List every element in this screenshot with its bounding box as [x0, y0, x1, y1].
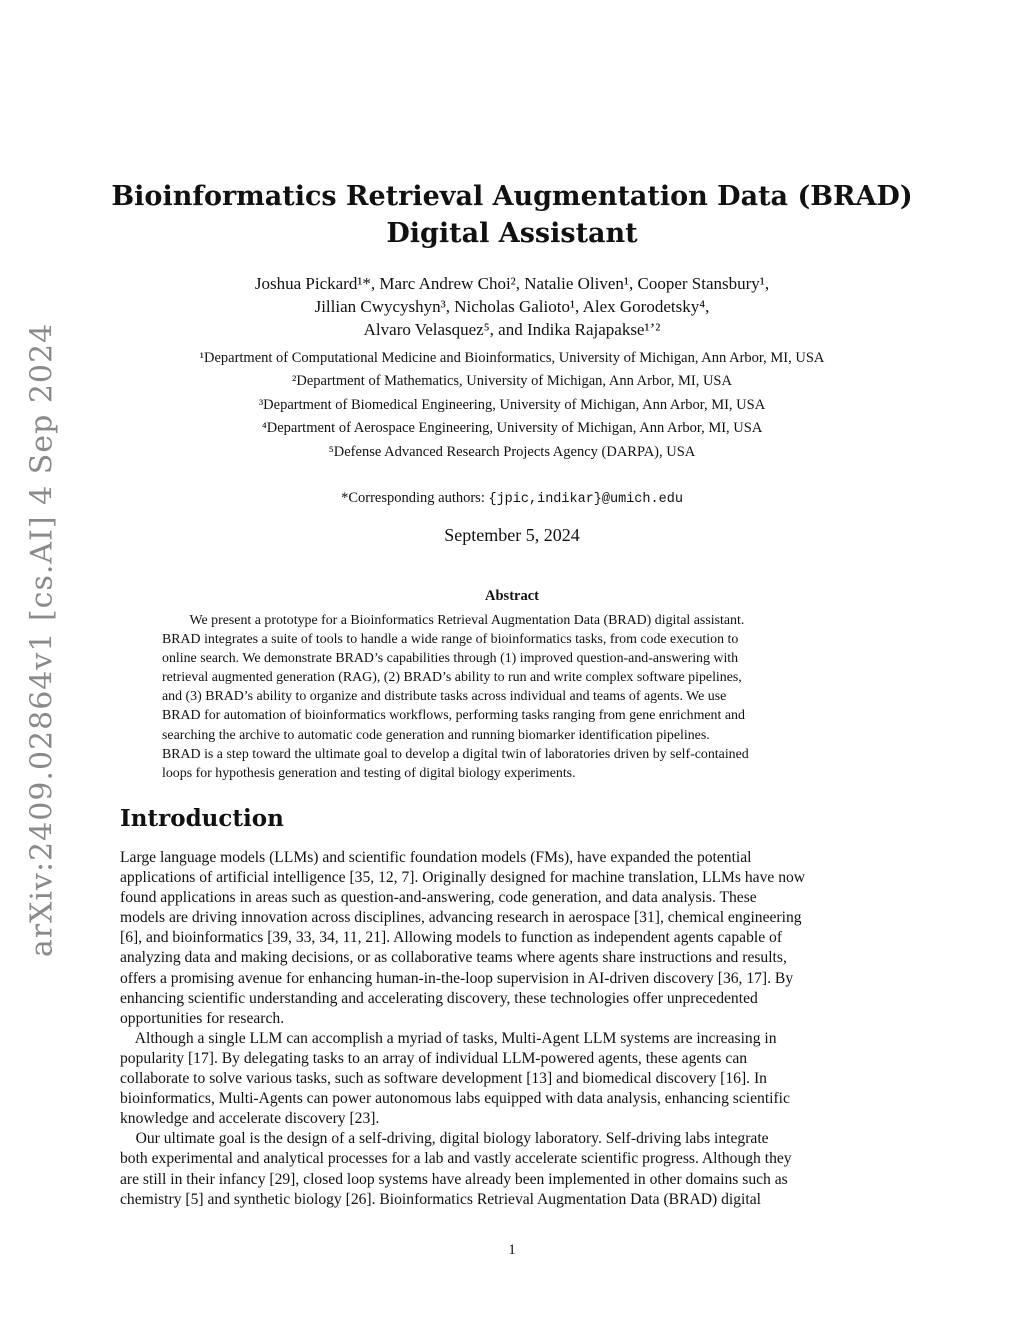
body-line: offers a promising avenue for enhancing human-in-the-loop supervision in AI-driven discovery [36, 17]. By	[120, 969, 794, 987]
body-line: both experimental and analytical processes for a lab and vastly accelerate scientific progress. Although they	[120, 1150, 792, 1168]
body-line: chemistry [5] and synthetic biology [26]. Bioinformatics Retrieval Augmentation Data (BRAD) digital	[120, 1190, 761, 1208]
arxiv-identifier: arXiv:2409.02864v1 [cs.AI] 4 Sep 2024	[24, 322, 60, 958]
paper-title	[100, 178, 924, 252]
abstract-line: BRAD integrates a suite of tools to handle a wide range of bioinformatics tasks, from code execution to	[162, 632, 739, 648]
affiliation: ³Department of Biomedical Engineering, University of Michigan, Ann Arbor, MI, USA	[258, 396, 766, 413]
abstract-line: We present a prototype for a Bioinformatics Retrieval Augmentation Data (BRAD) digital assistant.	[162, 613, 745, 628]
body-line: popularity [17]. By delegating tasks to an array of individual LLM-powered agents, these agents can	[120, 1049, 748, 1067]
body-line: Although a single LLM can accomplish a myriad of tasks, Multi-Agent LLM systems are increasing in	[120, 1029, 777, 1047]
corresponding-label: *Corresponding authors:	[341, 490, 489, 506]
affiliation: ⁴Department of Aerospace Engineering, University of Michigan, Ann Arbor, MI, USA	[261, 420, 763, 437]
title-line: Bioinformatics Retrieval Augmentation Data (BRAD)	[111, 181, 913, 212]
author-line: Jillian Cwycyshyn³, Nicholas Galioto¹, Alex Gorodetsky⁴,	[314, 297, 710, 316]
corresponding-email[interactable]: {jpic,indikar}@umich.edu	[488, 492, 683, 507]
body-line: enhancing scientific understanding and accelerating discovery, these technologies offer unprecedented	[120, 989, 758, 1007]
corresponding-authors	[100, 488, 924, 510]
body-line: Large language models (LLMs) and scientific foundation models (FMs), have expanded the potential	[120, 849, 752, 866]
abstract-line: BRAD is a step toward the ultimate goal to develop a digital twin of laboratories driven by self-contained	[162, 746, 749, 762]
title-line: Digital Assistant	[386, 218, 638, 249]
affiliation-list	[80, 347, 944, 464]
body-line: knowledge and accelerate discovery [23].	[120, 1110, 380, 1128]
author-list	[100, 272, 924, 341]
body-line: opportunities for research.	[120, 1009, 285, 1027]
affiliation: ⁵Defense Advanced Research Projects Agency (DARPA), USA	[328, 443, 696, 460]
abstract-line: loops for hypothesis generation and testing of digital biology experiments.	[162, 765, 576, 781]
section-heading-introduction: Introduction	[120, 805, 284, 832]
body-line: [6], and bioinformatics [39, 33, 34, 11, 21]. Allowing models to function as independent agents capable of	[120, 929, 783, 947]
introduction-body	[120, 848, 910, 1210]
body-line: Our ultimate goal is the design of a self-driving, digital biology laboratory. Self-driving labs integrate	[120, 1130, 769, 1148]
author-line: Alvaro Velasquez⁵, and Indika Rajapakse¹ʼ²	[363, 320, 661, 339]
affiliation: ²Department of Mathematics, University of Michigan, Ann Arbor, MI, USA	[292, 373, 732, 390]
abstract-line: BRAD for automation of bioinformatics workflows, performing tasks ranging from gene enrichment and	[162, 708, 745, 724]
body-line: are still in their infancy [29], closed loop systems have already been implemented in other domains such as	[120, 1170, 788, 1188]
body-line: analyzing data and making decisions, or as collaborative teams where agents share instructions and results,	[120, 949, 787, 967]
body-line: found applications in areas such as question-and-answering, code generation, and data analysis. These	[120, 889, 757, 907]
abstract-line: and (3) BRAD’s ability to organize and distribute tasks across individual and teams of agents. We use	[162, 689, 727, 705]
abstract-line: searching the archive to automatic code generation and running biomarker identification pipelines.	[162, 727, 710, 743]
abstract-line: online search. We demonstrate BRAD’s capabilities through (1) improved question-and-answering with	[162, 651, 739, 667]
publication-date: September 5, 2024	[444, 525, 580, 545]
page-number: 1	[508, 1242, 516, 1258]
author-line: Joshua Pickard¹*, Marc Andrew Choi², Natalie Oliven¹, Cooper Stansbury¹,	[254, 274, 770, 293]
affiliation: ¹Department of Computational Medicine and Bioinformatics, University of Michigan, Ann Arbor, MI, USA	[199, 350, 825, 366]
body-line: models are driving innovation across disciplines, advancing research in aerospace [31], chemical engineering	[120, 909, 802, 927]
abstract-heading: Abstract	[485, 588, 539, 604]
abstract-body	[162, 611, 867, 783]
abstract-line: retrieval augmented generation (RAG), (2) BRAD’s ability to run and write complex software pipelines,	[162, 670, 742, 686]
body-line: collaborate to solve various tasks, such as software development [13] and biomedical discovery [16]. In	[120, 1070, 767, 1088]
body-line: applications of artificial intelligence [35, 12, 7]. Originally designed for machine translation, LLMs have now	[120, 869, 806, 887]
body-line: bioinformatics, Multi-Agents can power autonomous labs equipped with data analysis, enhancing scientific	[120, 1090, 790, 1108]
